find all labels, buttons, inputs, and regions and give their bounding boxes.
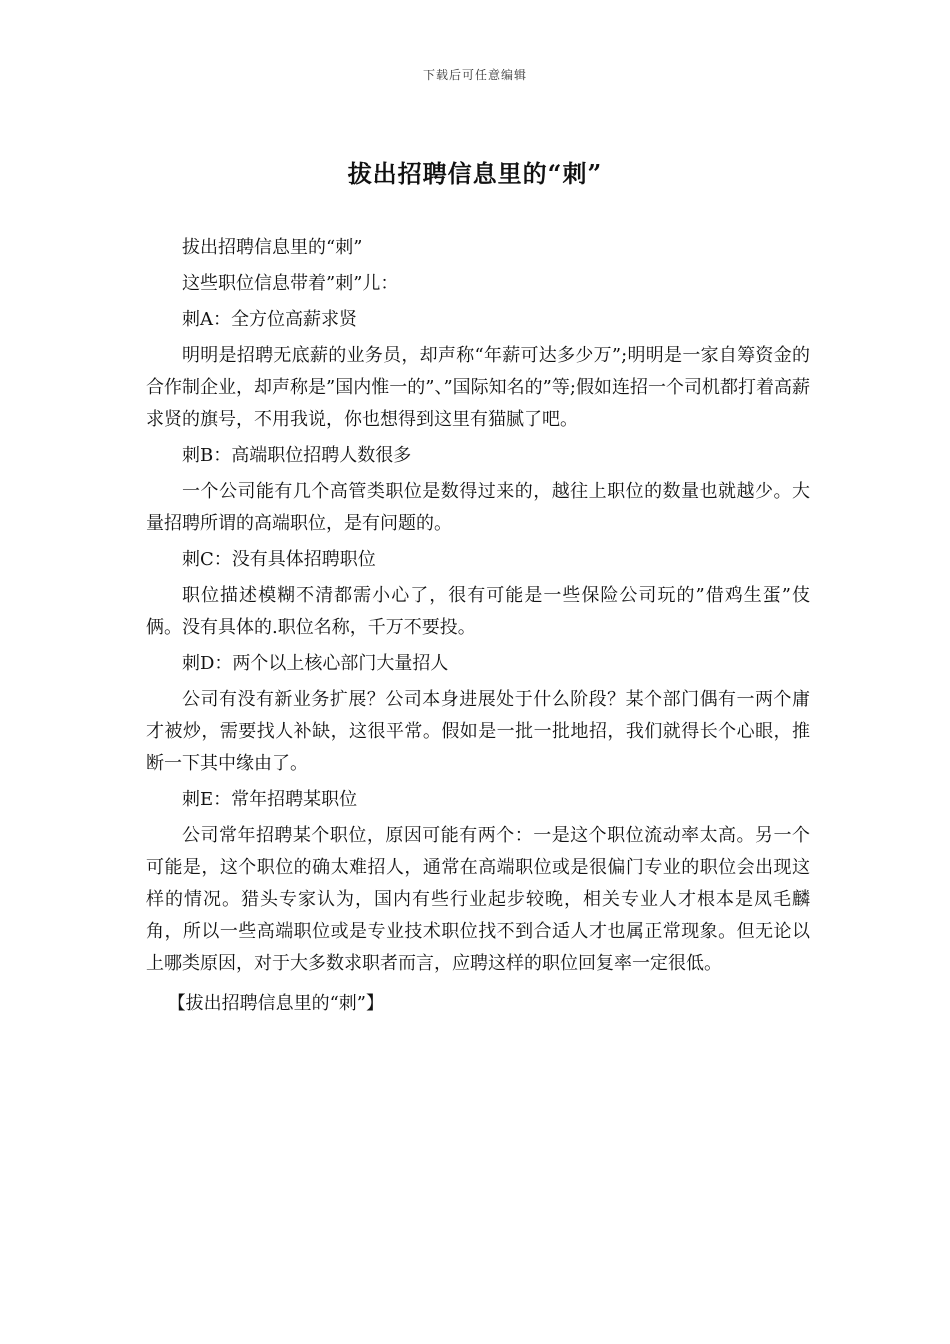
- paragraph-intro-title: 拔出招聘信息里的“刺”: [182, 237, 363, 258]
- page-header-note: 下载后可任意编辑: [422, 68, 527, 82]
- closing-line: 【拔出招聘信息里的“刺”】: [167, 993, 384, 1014]
- document-body: [146, 232, 810, 1024]
- paragraph-intro: 这些职位信息带着”刺”儿：: [182, 273, 399, 294]
- section-heading-e: 刺E：常年招聘某职位: [182, 789, 358, 810]
- section-heading-d: 刺D：两个以上核心部门大量招人: [182, 653, 449, 674]
- paragraph-c: 职位描述模糊不清都需小心了，很有可能是一些保险公司玩的”借鸡生蛋”伎俩。没有具体的.职位名称，千万不要投。: [146, 585, 810, 638]
- section-heading-b: 刺B：高端职位招聘人数很多: [182, 445, 412, 466]
- section-heading-a: 刺A：全方位高薪求贤: [182, 309, 357, 330]
- document-title: 拔出招聘信息里的“刺”: [347, 159, 603, 188]
- section-heading-c: 刺C：没有具体招聘职位: [182, 549, 376, 570]
- paragraph-e: 公司常年招聘某个职位，原因可能有两个：一是这个职位流动率太高。另一个可能是，这个职位的确太难招人，通常在高端职位或是很偏门专业的职位会出现这样的情况。猎头专家认为，国内有些行业起步较晚，相关专业人才根本是凤毛麟角，所以一些高端职位或是专业技术职位找不到合适人才也属正常现象。但无论以上哪类原因，对于大多数求职者而言，应聘这样的职位回复率一定很低。: [146, 825, 810, 974]
- paragraph-b: 一个公司能有几个高管类职位是数得过来的，越往上职位的数量也就越少。大量招聘所谓的高端职位，是有问题的。: [146, 481, 810, 534]
- paragraph-d: 公司有没有新业务扩展？公司本身进展处于什么阶段？某个部门偶有一两个庸才被炒，需要找人补缺，这很平常。假如是一批一批地招，我们就得长个心眼，推断一下其中缘由了。: [146, 689, 810, 774]
- paragraph-a: 明明是招聘无底薪的业务员，却声称“年薪可达多少万”;明明是一家自筹资金的合作制企业，却声称是”国内惟一的”、”国际知名的”等;假如连招一个司机都打着高薪求贤的旗号，不用我说，你也想得到这里有猫腻了吧。: [146, 345, 810, 430]
